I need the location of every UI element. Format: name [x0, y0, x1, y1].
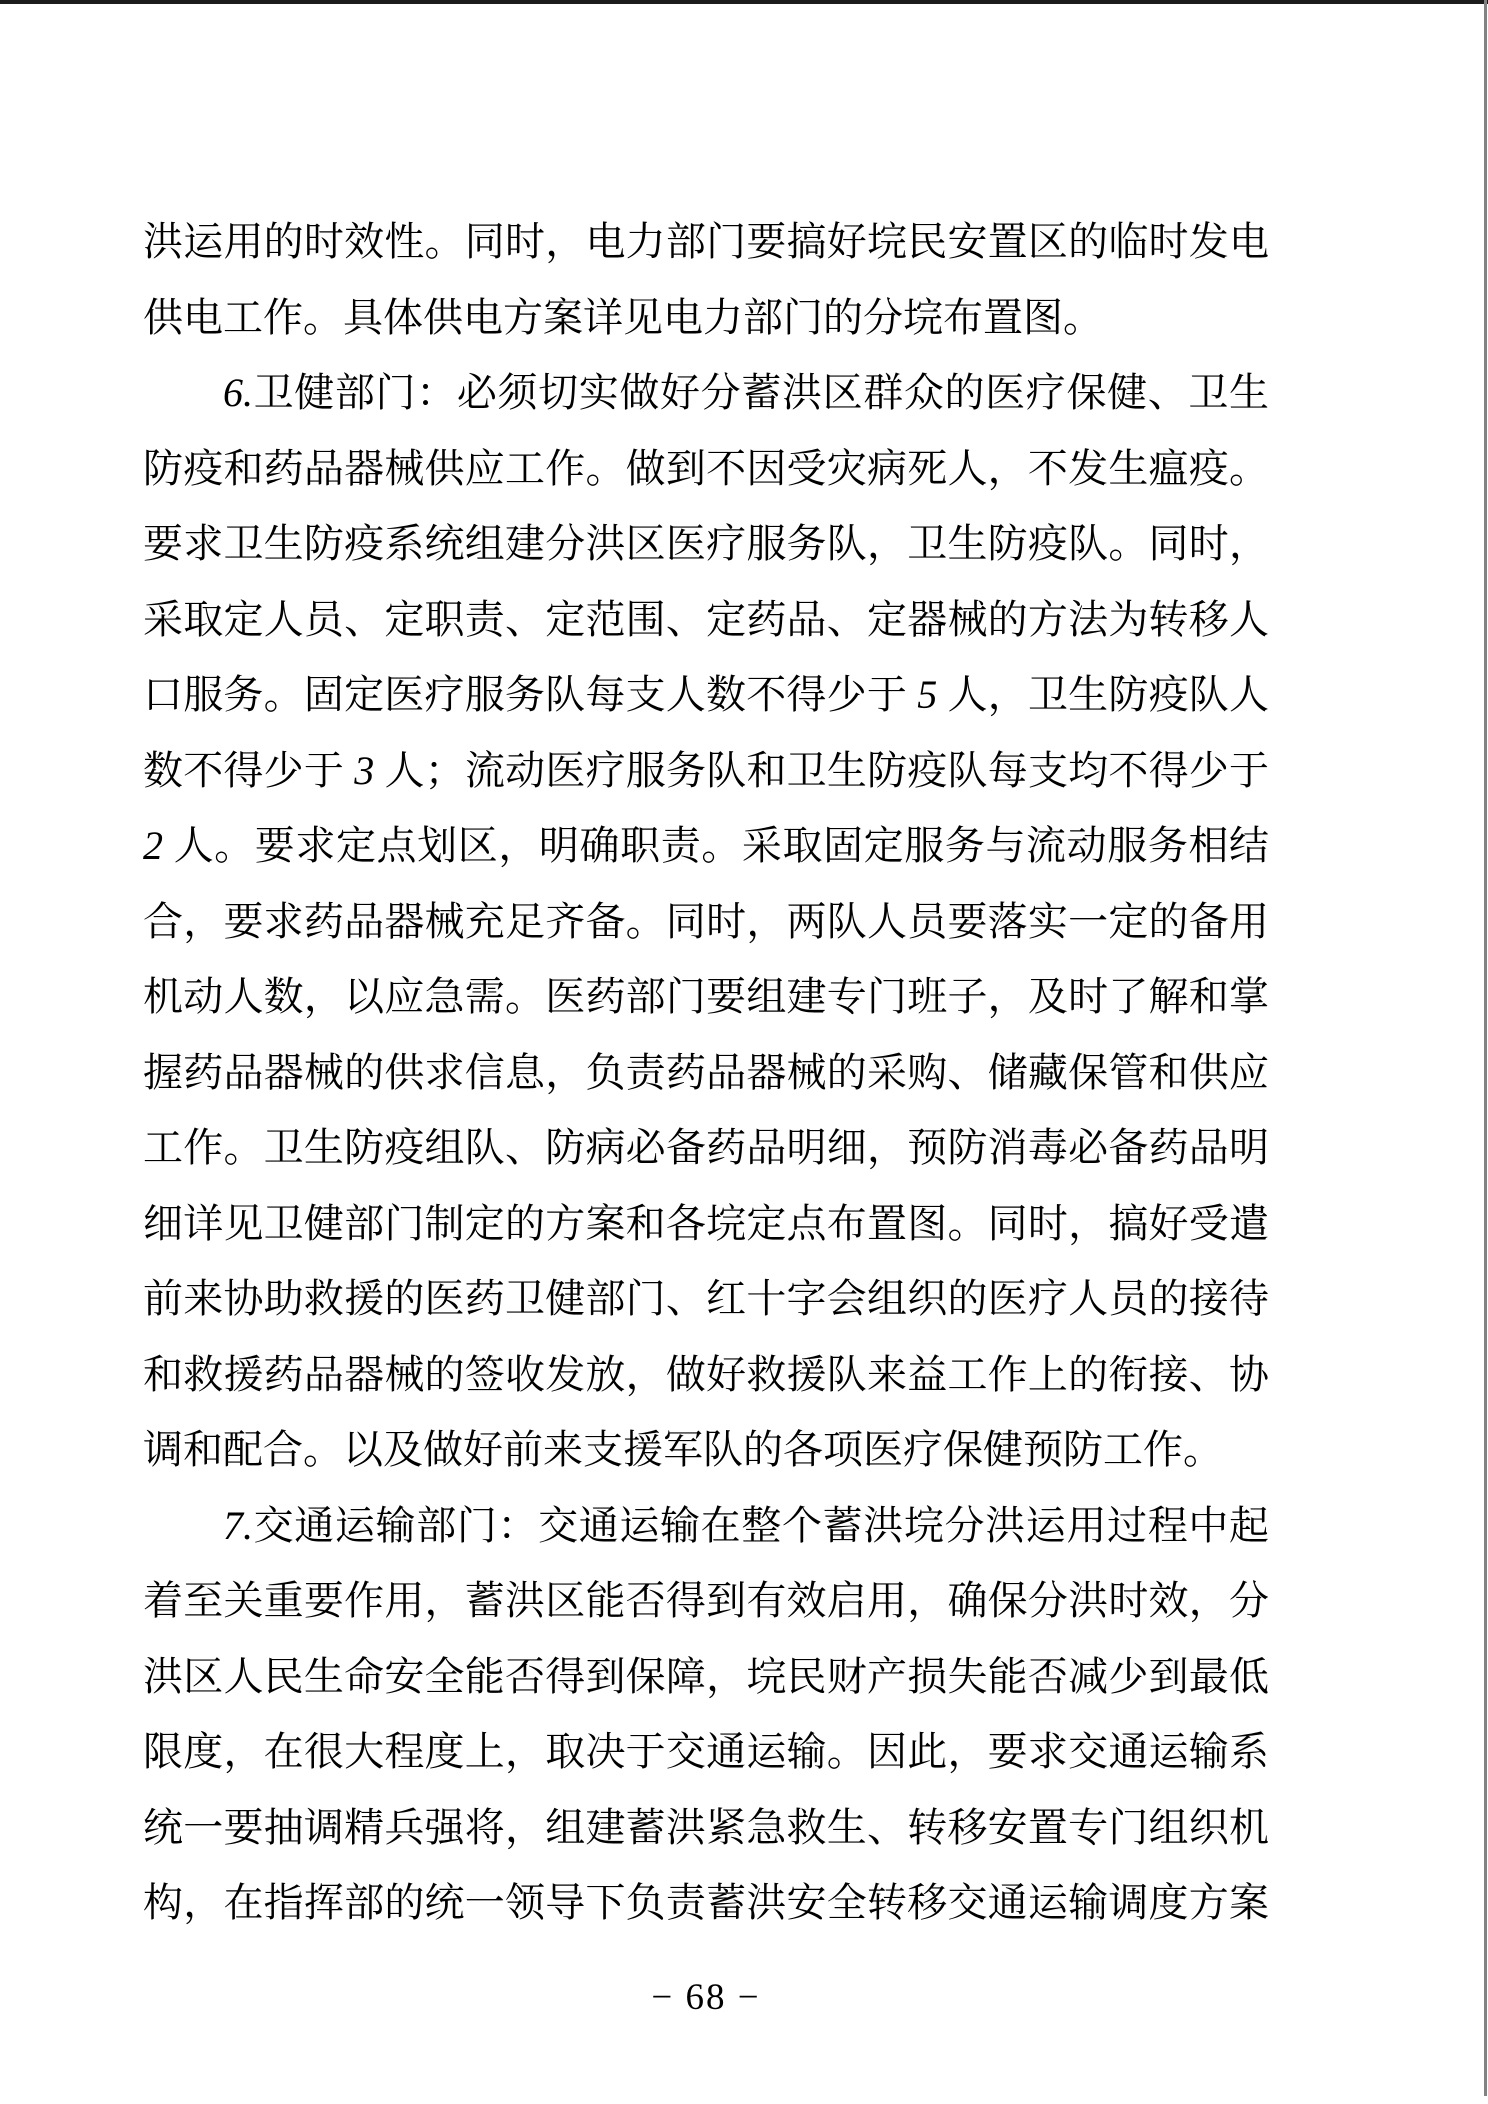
text-line: 着至关重要作用，蓄洪区能否得到有效启用，确保分洪时效，分 — [143, 1578, 1269, 1623]
text-line: 洪区人民生命安全能否得到保障，垸民财产损失能否减少到最低 — [143, 1653, 1269, 1699]
text-line: 握药品器械的供求信息，负责药品器械的采购、储藏保管和供应 — [143, 1049, 1269, 1095]
text-line: 限度，在很大程度上，取决于交通运输。因此，要求交通运输系 — [143, 1729, 1269, 1774]
text-line: 合，要求药品器械充足齐备。同时，两队人员要落实一定的备用 — [143, 898, 1269, 944]
text-line: 6.卫健部门：必须切实做好分蓄洪区群众的医疗保健、卫生 — [223, 370, 1269, 415]
text-line: 和救援药品器械的签收发放，做好救援队来益工作上的衔接、协 — [143, 1351, 1269, 1397]
text-line: 数不得少于 3 人；流动医疗服务队和卫生防疫队每支均不得少于 — [143, 747, 1270, 793]
text-line: 细详见卫健部门制定的方案和各垸定点布置图。同时，搞好受遣 — [143, 1200, 1269, 1246]
text-line: 统一要抽调精兵强将，组建蓄洪紧急救生、转移安置专门组织机 — [143, 1804, 1269, 1850]
text-line: 调和配合。以及做好前来支援军队的各项医疗保健预防工作。 — [143, 1427, 1223, 1472]
page-number: − 68 − — [651, 1977, 761, 2018]
text-line: 工作。卫生防疫组队、防病必备药品明细，预防消毒必备药品明 — [143, 1125, 1269, 1170]
text-line: 机动人数，以应急需。医药部门要组建专门班子，及时了解和掌 — [143, 974, 1269, 1019]
text-line: 7.交通运输部门：交通运输在整个蓄洪垸分洪运用过程中起 — [223, 1502, 1269, 1548]
text-line: 供电工作。具体供电方案详见电力部门的分垸布置图。 — [143, 294, 1103, 340]
text-line: 前来协助救援的医药卫健部门、红十字会组织的医疗人员的接待 — [143, 1276, 1269, 1321]
text-line: 构，在指挥部的统一领导下负责蓄洪安全转移交通运输调度方案 — [143, 1880, 1269, 1925]
text-line: 要求卫生防疫系统组建分洪区医疗服务队，卫生防疫队。同时， — [143, 521, 1269, 566]
text-line: 洪运用的时效性。同时，电力部门要搞好垸民安置区的临时发电 — [143, 219, 1269, 264]
right-window-edge — [1484, 0, 1487, 2096]
document-text-block — [143, 204, 1269, 1941]
text-line: 防疫和药品器械供应工作。做到不因受灾病死人，不发生瘟疫。 — [143, 445, 1269, 491]
text-line: 口服务。固定医疗服务队每支人数不得少于 5 人，卫生防疫队人 — [143, 672, 1270, 717]
top-window-edge — [0, 0, 1488, 4]
text-line: 2 人。要求定点划区，明确职责。采取固定服务与流动服务相结 — [143, 823, 1269, 868]
text-line: 采取定人员、定职责、定范围、定药品、定器械的方法为转移人 — [143, 596, 1269, 642]
